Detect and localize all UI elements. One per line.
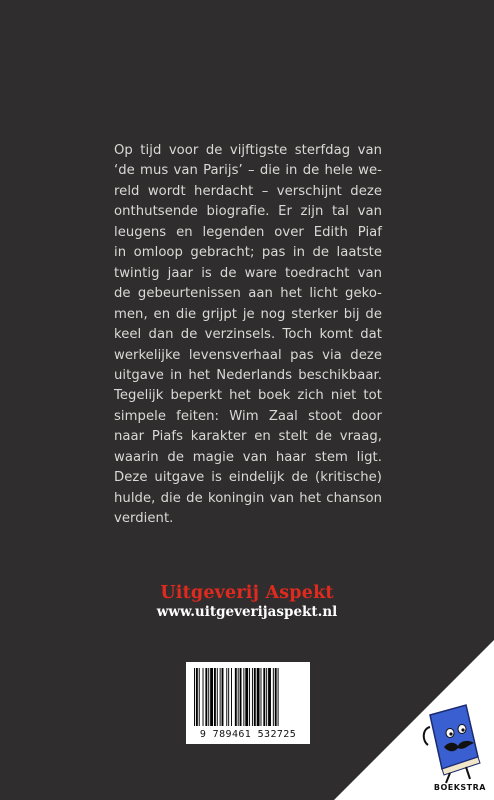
blurb-line: Deze uitgave is eindelijk de (kritische) xyxy=(114,470,382,486)
isbn-number: 9 789461 532725 xyxy=(199,729,297,740)
blurb-line: Tegelijk beperkt het boek zich niet tot xyxy=(114,388,382,404)
blurb-text xyxy=(114,141,382,530)
blurb-line: simpele feiten: Wim Zaal stoot door xyxy=(114,408,382,424)
boekstra-label: BOEKSTRA xyxy=(433,783,486,792)
blurb-line: leugens en legenden over Edith Piaf xyxy=(114,224,382,240)
isbn-barcode xyxy=(186,662,310,744)
blurb-line: waarin de magie van haar stem ligt. xyxy=(114,449,382,465)
blurb-line: in omloop gebracht; pas in de laatste xyxy=(114,245,382,261)
blurb-line: de gebeurtenissen aan het licht geko- xyxy=(114,286,382,302)
blurb-line: twintig jaar is de ware toedracht van xyxy=(114,265,382,281)
barcode-bars xyxy=(192,668,304,726)
blurb-line: naar Piafs karakter en stelt de vraag, xyxy=(114,429,382,445)
blurb-line: werkelijke levensverhaal pas via deze xyxy=(114,347,382,363)
blurb-line: reld wordt herdacht – verschijnt deze xyxy=(114,183,382,199)
publisher-url[interactable]: www.uitgeverijaspekt.nl xyxy=(156,604,338,620)
boekstra-book-mascot-icon xyxy=(420,697,488,792)
publisher-name: Uitgeverij Aspekt xyxy=(160,583,334,603)
blurb-line: keel dan de verzinsels. Toch komt dat xyxy=(114,327,382,343)
blurb-line: men, en die grijpt je nog sterker bij de xyxy=(114,306,382,322)
blurb-line: uitgave in het Nederlands beschikbaar. xyxy=(114,367,382,383)
blurb-line: verdient. xyxy=(114,511,174,527)
blurb-line: ‘de mus van Parijs’ – die in de hele we- xyxy=(114,163,382,179)
blurb-line: Op tijd voor de vijftigste sterfdag van xyxy=(114,143,382,158)
blurb-line: onthutsende biografie. Er zijn tal van xyxy=(114,204,382,220)
blurb-line: hulde, die de koningin van het chanson xyxy=(114,490,382,506)
